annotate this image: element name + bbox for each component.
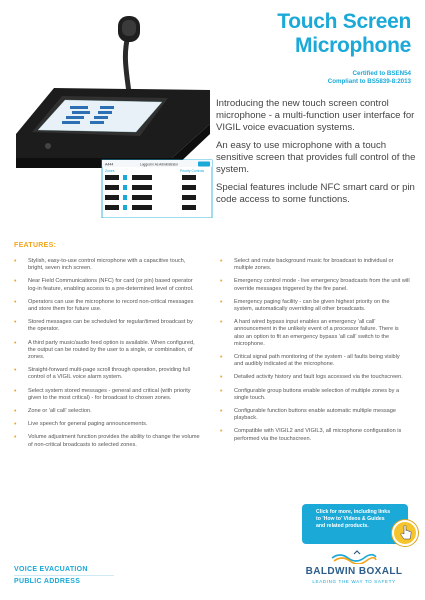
brand-name: BALDWIN BOXALL: [305, 566, 403, 577]
screen-priority-header: Priority Controls: [180, 169, 205, 173]
features-heading: FEATURES:: [14, 242, 57, 249]
page-title: [277, 10, 411, 58]
screen-status-center: Logged in As Administrator: [140, 162, 178, 167]
intro-text: [216, 98, 416, 212]
feature-item: • A third party music/audio feed option is available. When configured, the output can be routed by the user to a single, or combination, of zones.: [14, 339, 195, 361]
feature-item: • Straight-forward multi-page scroll through operation, providing full control of a VIGIL voice alarm system.: [14, 367, 190, 381]
bullet-icon: •: [14, 408, 17, 416]
title-line-2: Microphone: [295, 34, 411, 57]
feature-item: • Emergency control mode - live emergency broadcasts from the unit will override messages triggered by the fire panel.: [220, 278, 410, 292]
callout-line-3: and related products.: [316, 522, 369, 529]
bullet-icon: •: [220, 428, 223, 436]
brand-tagline: LEADING THE WAY TO SAFETY: [312, 579, 396, 584]
feature-item: • Select system stored messages - general and critical (with priority given to the most critical) - for broadcast to chosen zones.: [14, 387, 191, 401]
screen-zones-header: Zones: [105, 169, 115, 173]
feature-item: • Select and route background music for broadcast to individual or multiple zones.: [220, 258, 394, 272]
bullet-icon: •: [220, 387, 223, 395]
bullet-icon: •: [220, 354, 223, 362]
bullet-icon: •: [14, 319, 17, 327]
cert-line-1: Certified to BSEN54: [352, 70, 411, 77]
bullet-icon: •: [14, 367, 17, 375]
bullet-icon: •: [220, 319, 223, 327]
feature-item: • Near Field Communications (NFC) for card (or pin) based operator log-in feature, enabling access to a pre-determined level of control.: [14, 278, 194, 292]
bullet-icon: •: [14, 421, 17, 429]
features-list-left: [14, 258, 200, 455]
feature-item: • Emergency paging facility - can be given highest priority on the system, automatically overriding all other broadcasts.: [220, 298, 390, 313]
intro-paragraph: An easy to use microphone with a touch sensitive screen that provides full control of the system.: [216, 140, 416, 175]
feature-item: • Stored messages can be scheduled for regular/timed broadcast by the operator.: [14, 319, 193, 333]
brand-wave-icon: [330, 550, 378, 564]
feature-item: • Operators can use the microphone to record non-critical messages and store them for future use.: [14, 298, 194, 313]
features-list-right: [220, 258, 410, 449]
feature-item: • Critical signal path monitoring of the system - all faults being visibly and audibly indicated at the microphone.: [220, 354, 400, 368]
screen-status-left: A444: [105, 162, 114, 167]
feature-item: • Zone or 'all call' selection.: [14, 408, 92, 416]
cert-line-2: Compliant to BS5839-8:2013: [327, 78, 411, 85]
footer-category-public-address: PUBLIC ADDRESS: [14, 578, 81, 585]
bullet-icon: •: [14, 258, 17, 265]
screen-detail-panel: [102, 160, 212, 218]
bullet-icon: •: [14, 434, 17, 442]
bullet-icon: •: [14, 339, 17, 347]
intro-paragraph: Introducing the new touch screen control microphone - a multi-function user interface for VIGIL voice evacuation systems.: [216, 98, 415, 133]
certification-block: [328, 70, 411, 86]
footer-divider: [14, 575, 114, 576]
feature-item: • Stylish, easy-to-use control microphone with a capacitive touch, bright, seven inch screen.: [14, 258, 186, 272]
feature-item: • Compatible with VIGIL2 and VIGIL3, all microphone configuration is performed via the touchscreen.: [220, 428, 402, 442]
microphone-product-image: [10, 8, 215, 218]
bullet-icon: •: [220, 408, 223, 416]
feature-item: • A hard wired bypass input enables an emergency 'all call' announcement in the unlikely event of a processor failure. There is also an option to fit an emergency bypass 'all call' switch to the microphone.: [220, 319, 399, 347]
pointing-hand-icon: [399, 525, 413, 541]
title-line-1: Touch Screen: [277, 10, 411, 33]
feature-item: • Configurable function buttons enable automatic multiple message playback.: [220, 408, 397, 422]
callout-line-2: to 'How to' Videos & Guides: [316, 515, 385, 522]
bullet-icon: •: [14, 278, 17, 286]
footer-category-voice-evacuation: VOICE EVACUATION: [14, 566, 88, 573]
bullet-icon: •: [220, 258, 223, 265]
callout-line-1: Click for more, including links: [316, 509, 391, 515]
feature-item: • Detailed activity history and fault logs accessed via the touchscreen.: [220, 374, 403, 382]
feature-item: • Configurable group buttons enable selection of multiple zones by a single touch.: [220, 387, 400, 401]
bullet-icon: •: [220, 374, 223, 382]
bullet-icon: •: [14, 298, 17, 306]
bullet-icon: •: [220, 278, 223, 286]
bullet-icon: •: [220, 298, 223, 306]
bullet-icon: •: [14, 387, 17, 395]
feature-item: • Live speech for general paging announcements.: [14, 421, 148, 429]
feature-item: • Volume adjustment function provides the ability to change the volume of non-critical broadcasts to selected zones.: [14, 434, 200, 448]
intro-paragraph: Special features include NFC smart card or pin code access to some functions.: [216, 182, 415, 205]
